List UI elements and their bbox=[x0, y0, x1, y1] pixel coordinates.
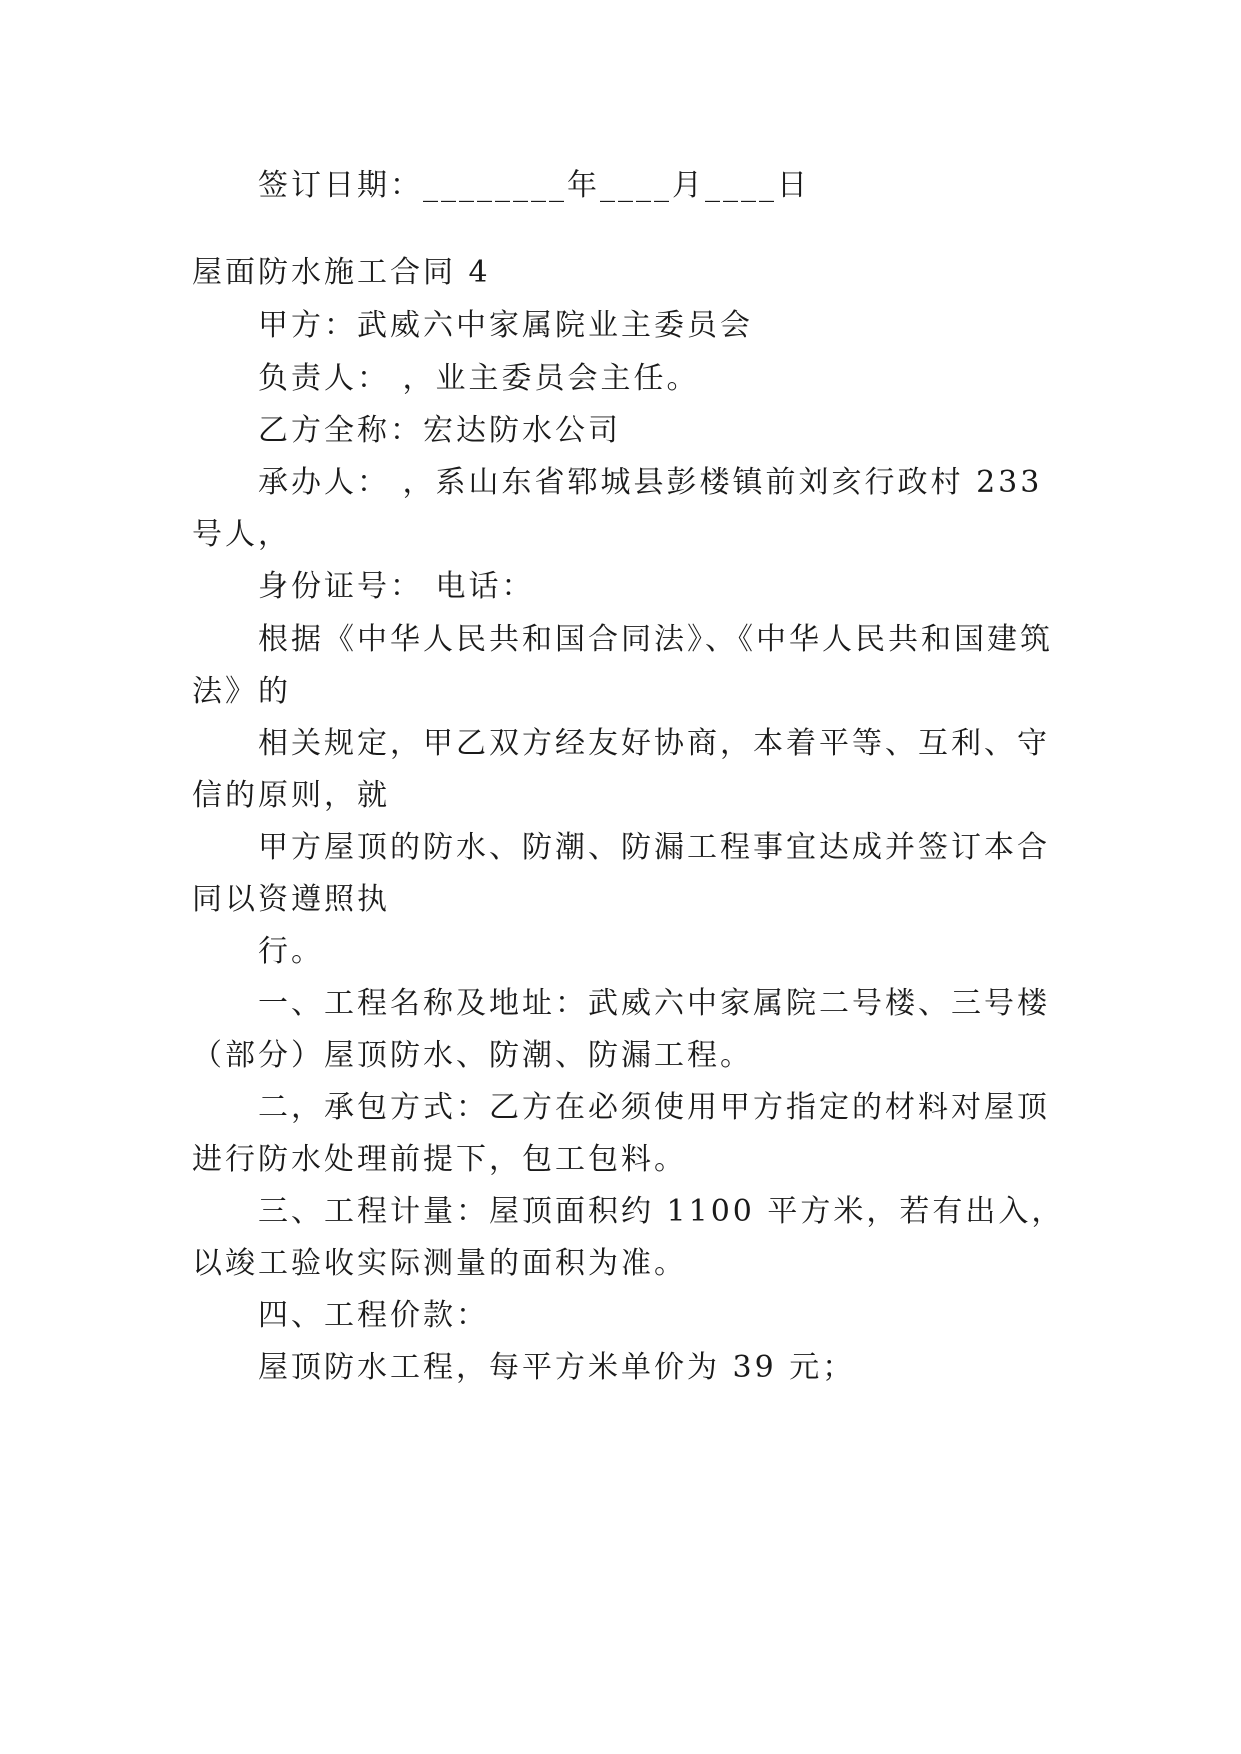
paragraph-line: 甲方屋顶的防水、防潮、防漏工程事宜达成并签订本合 bbox=[258, 830, 1050, 865]
paragraph-line: 行。 bbox=[258, 934, 324, 969]
clause-three-line-cont: 以竣工验收实际测量的面积为准。 bbox=[192, 1246, 687, 1281]
clause-three-line: 三、工程计量：屋顶面积约 1100 平方米，若有出入， bbox=[258, 1194, 1065, 1229]
clause-one-line: 一、工程名称及地址：武威六中家属院二号楼、三号楼 bbox=[258, 986, 1050, 1021]
paragraph-line: 相关规定，甲乙双方经友好协商，本着平等、互利、守 bbox=[258, 726, 1050, 761]
signing-date-line: 签订日期：________年____月____日 bbox=[258, 168, 810, 203]
contractor-line-cont: 号人， bbox=[192, 517, 291, 552]
paragraph-line: 信的原则，就 bbox=[192, 778, 390, 813]
contractor-line: 承办人： ，系山东省郓城县彭楼镇前刘亥行政村 233 bbox=[258, 465, 1043, 500]
clause-two-line: 二，承包方式：乙方在必须使用甲方指定的材料对屋顶 bbox=[258, 1090, 1050, 1125]
clause-four-heading: 四、工程价款： bbox=[258, 1298, 489, 1333]
paragraph-line: 根据《中华人民共和国合同法》、《中华人民共和国建筑 bbox=[258, 622, 1053, 657]
clause-two-line-cont: 进行防水处理前提下，包工包料。 bbox=[192, 1142, 687, 1177]
paragraph-line: 法》的 bbox=[192, 674, 291, 709]
clause-one-line-cont: （部分）屋顶防水、防潮、防漏工程。 bbox=[192, 1038, 753, 1073]
responsible-person-line: 负责人： ，业主委员会主任。 bbox=[258, 361, 700, 396]
party-b-line: 乙方全称：宏达防水公司 bbox=[258, 413, 621, 448]
paragraph-line: 同以资遵照执 bbox=[192, 882, 390, 917]
id-phone-line: 身份证号： 电话： bbox=[258, 569, 535, 604]
party-a-line: 甲方：武威六中家属院业主委员会 bbox=[258, 308, 753, 343]
contract-title: 屋面防水施工合同 4 bbox=[192, 255, 491, 290]
clause-four-price-line: 屋顶防水工程，每平方米单价为 39 元； bbox=[258, 1350, 856, 1385]
